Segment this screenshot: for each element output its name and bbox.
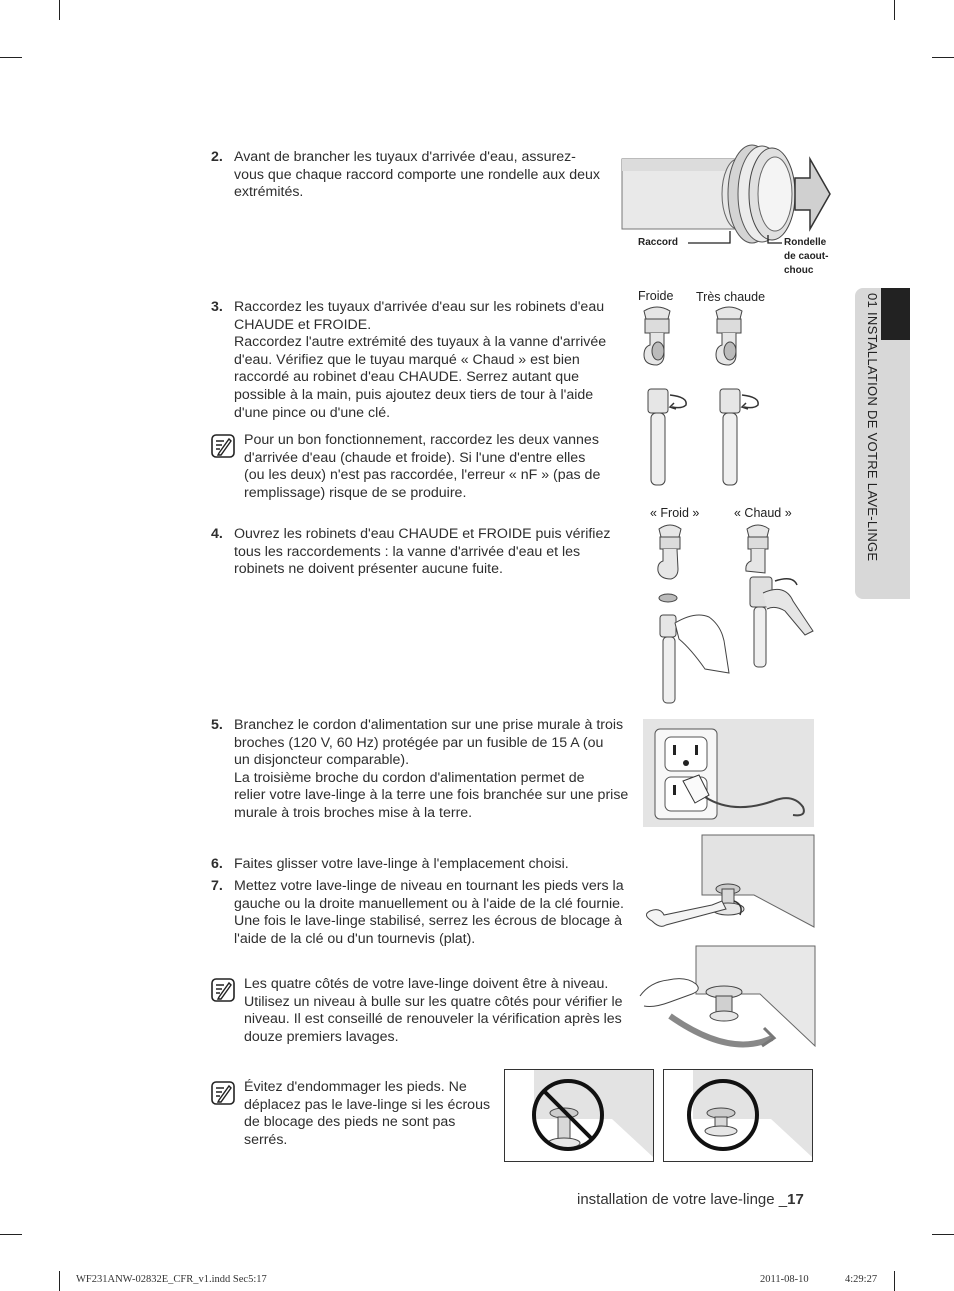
page-footer [577,1191,804,1208]
note-text: Pour un bon fonctionnement, raccordez les deux vannes d'arrivée d'eau (chaude et froide). Si l'une d'entre elles (ou les deux) n'est pas raccordée, l'erreur « nF » (pas de remplissage) risque de se produire. [244,432,601,501]
taps-illustration [630,305,780,490]
crop-mark [0,1234,22,1235]
note-icon [211,434,235,458]
hot-tap-icon [716,307,742,365]
crop-mark [932,1234,954,1235]
cold-hose-icon [648,389,686,485]
leveling-wrench-illustration [642,835,814,935]
crop-mark [0,57,22,58]
slug-time: 4:29:27 [845,1274,878,1285]
froide-label: Froide [638,289,674,303]
froid-label: « Froid » [650,506,700,520]
feet-correct-illustration [663,1069,813,1162]
step-number: 3. [211,299,223,315]
note-text: Évitez d'endommager les pieds. Ne déplacez pas le lave-linge si les écrous de blocage des pieds ne sont pas serrés. [244,1079,491,1148]
slug-date: 2011-08-10 [760,1274,809,1285]
rondelle-label: Rondelle de caout- chouc [784,237,829,276]
chaud-label: « Chaud » [734,506,792,520]
tres-chaude-label: Très chaude [696,290,766,304]
step-text: Branchez le cordon d'alimentation sur une prise murale à trois broches (120 V, 60 Hz) protégée par un fusible de 15 A (ou un disjoncteur comparable). La troisième broche du cordon d'alimentation permet de relier votre lave-linge à la terre une fois branchée sur une prise murale à trois broches mise à la terre. [234,717,629,821]
raccord-label: Raccord [638,237,679,248]
chapter-title: 01 INSTALLATION DE VOTRE LAVE-LINGE [865,293,880,562]
step-text: Ouvrez les robinets d'eau CHAUDE et FROIDE puis vérifiez tous les raccordements : la vanne d'arrivée d'eau et les robinets ne doivent présenter aucune fuite. [234,526,611,578]
step-number: 6. [211,856,223,872]
crop-mark [894,1271,895,1291]
step-text: Mettez votre lave-linge de niveau en tournant les pieds vers la gauche ou la droite manuellement ou à l'aide de la clé fournie. Une fois le lave-linge stabilisé, serrez les écrous de blocage à l'aide de la clé ou d'un tournevis (plat). [234,878,624,947]
cold-tap-icon [644,307,670,365]
chapter-tab-marker [881,288,910,340]
hot-valve-icon [746,525,813,667]
step-number: 7. [211,878,223,894]
crop-mark [59,0,60,20]
note-icon [211,1081,235,1105]
feet-prohibited-illustration [504,1069,654,1162]
step-number: 2. [211,149,223,165]
note-icon [211,978,235,1002]
leveling-hand-illustration [640,946,815,1054]
cold-valve-icon [658,525,729,703]
step-number: 4. [211,526,223,542]
step-text: Faites glisser votre lave-linge à l'emplacement choisi. [234,856,569,872]
crop-mark [932,57,954,58]
slug-file: WF231ANW-02832E_CFR_v1.indd Sec5:17 [76,1274,267,1285]
valve-connection-illustration [625,523,820,708]
step-text: Avant de brancher les tuyaux d'arrivée d'eau, assurez- vous que chaque raccord comporte une rondelle aux deux extrémités. [234,149,600,201]
outlet-illustration [643,719,814,827]
step-number: 5. [211,717,223,733]
crop-mark [59,1271,60,1291]
footer-title: installation de votre lave-linge _ [577,1191,788,1208]
note-text: Les quatre côtés de votre lave-linge doivent être à niveau. Utilisez un niveau à bulle sur les quatre côtés pour vérifier le niveau. Il est conseillé de renouveler la vérification après les douze premiers lavages. [244,976,623,1045]
page-number: 17 [787,1191,804,1208]
hot-hose-icon [720,389,758,485]
step-text: Raccordez les tuyaux d'arrivée d'eau sur les robinets d'eau CHAUDE et FROIDE. Raccordez l'autre extrémité des tuyaux à la vanne d'arrivée d'eau. Vérifiez que le tuyau marqué « Chaud » est bien raccordé au robinet d'eau CHAUDE. Serrez autant que possible à la main, puis ajoutez deux tiers de tour à l'aide d'une pince ou d'une clé. [234,299,607,421]
chapter-tab [855,288,910,599]
crop-mark [894,0,895,20]
